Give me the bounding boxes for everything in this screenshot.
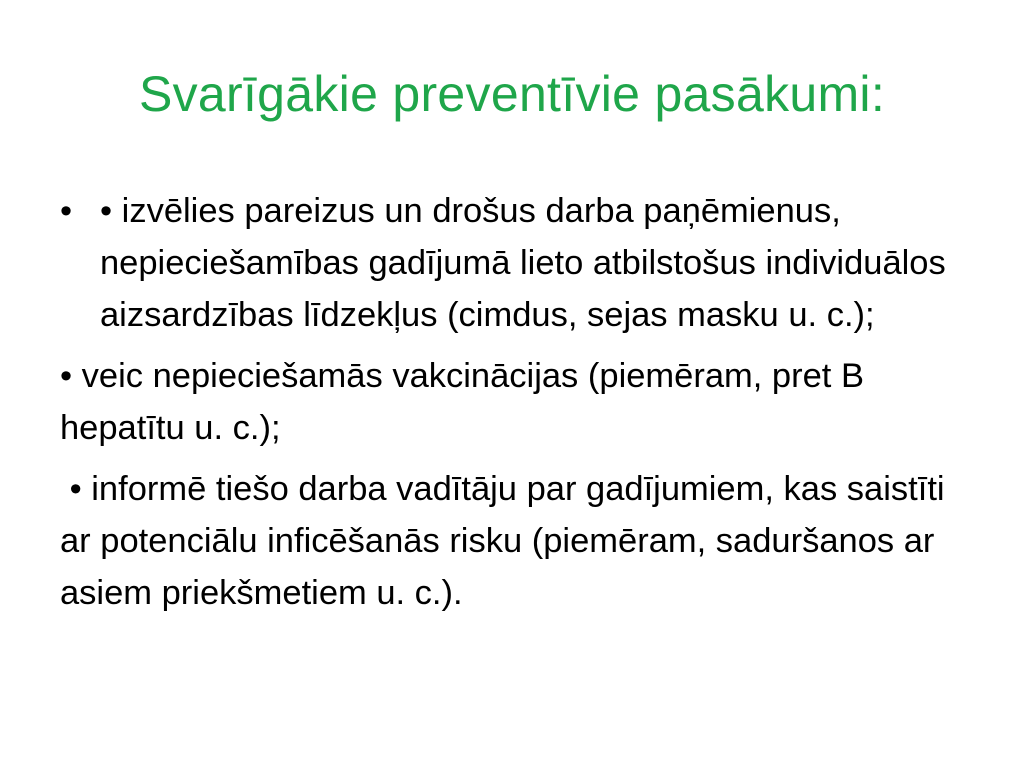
slide-body [60,185,980,628]
paragraph-vaccinations: • veic nepieciešamās vakcinācijas (piemēram, pret B hepatītu u. c.); [60,357,864,447]
bullet-list-item [60,185,980,341]
list-item-text: • izvēlies pareizus un drošus darba paņēmienus, nepieciešamības gadījumā lieto atbilstošus individuālos aizsardzības līdzekļus (cimdus, sejas masku u. c.); [100,192,946,334]
slide-title: Svarīgākie preventīvie pasākumi: [138,66,886,122]
bullet-marker: • [60,192,73,230]
paragraph-inform-manager: • informē tiešo darba vadītāju par gadījumiem, kas saistīti ar potenciālu inficēšanās risku (piemēram, saduršanos ar asiem priekšmetiem u. c.). [60,470,955,612]
